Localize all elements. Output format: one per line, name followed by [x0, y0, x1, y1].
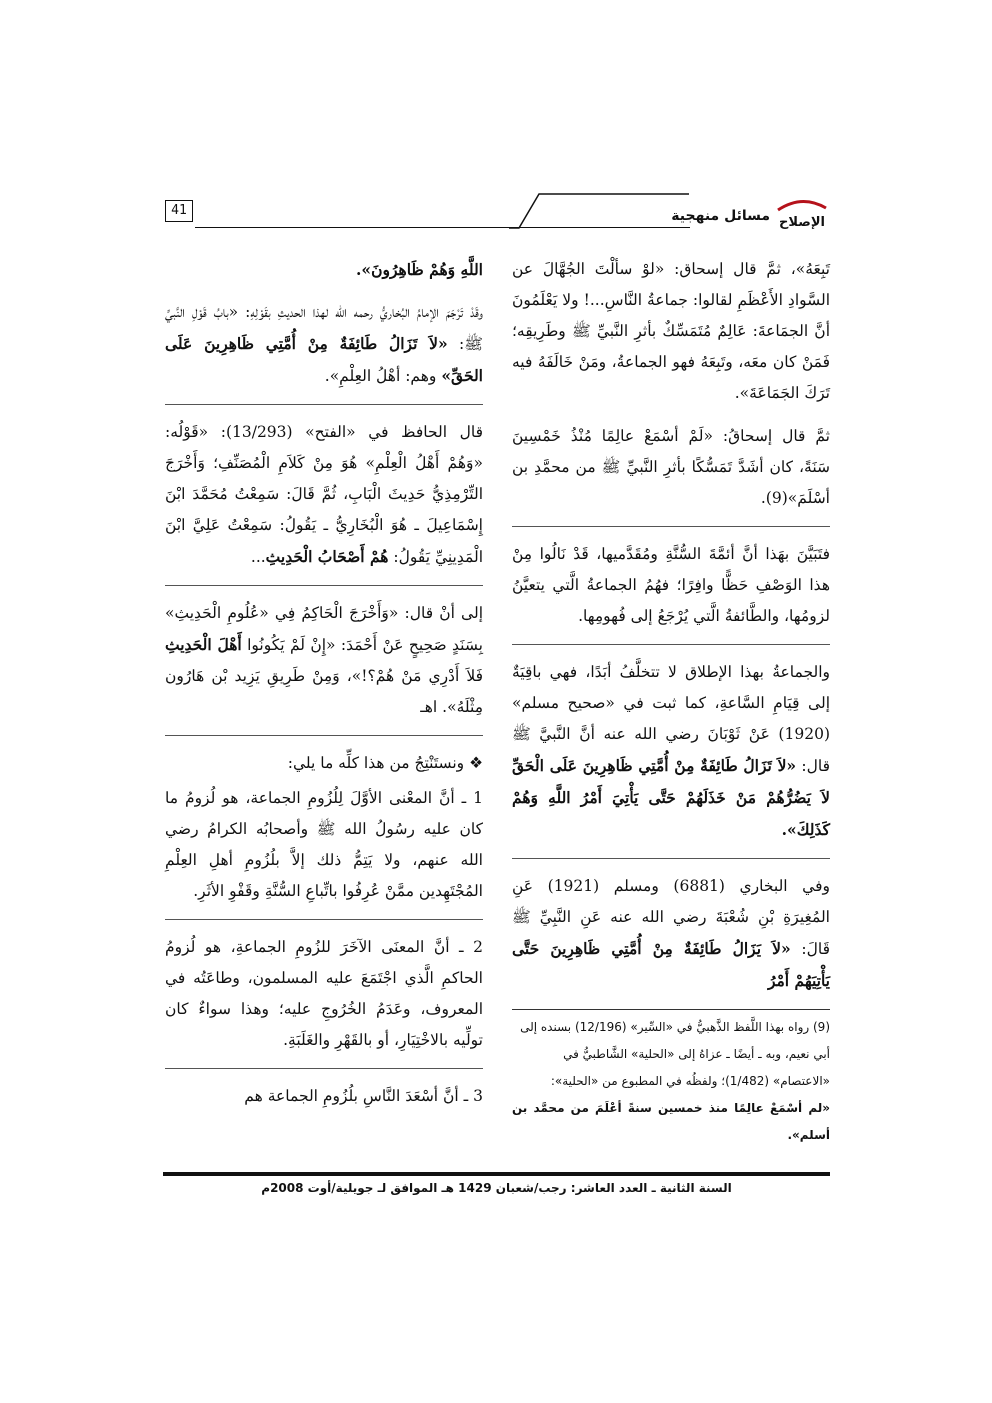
divider [512, 858, 830, 859]
paragraph [512, 657, 830, 846]
divider [165, 735, 483, 736]
divider [512, 644, 830, 645]
paragraph: ❖ ونستَنْتِجُ من هذا كلِّه ما يلي: [287, 754, 483, 772]
paragraph [165, 417, 483, 573]
hadith-text: «لاَ يَزَالُ طَائِفَةٌ مِنْ أُمَّتِي ظَاهِرِينَ حَتَّى يَأْتِيَهُمْ أَمْرُ [512, 939, 830, 990]
list-item: 2 ـ أنَّ المعنَى الآخَرَ للزُومِ الجماعةِ، هو لُزومُ الحاكمِ الَّذي اجْتَمَعَ عليه المسلمون، وطاعَتُه في المعروف، وعَدَمُ الخُرُوجِ عليه؛ وهذا سواءٌ كان تولِّيه بالاخْتِيَارِ، أو بالقَهْرِ والغَلَبَةِ. [165, 938, 483, 1049]
hadith-text: «لاَ تَزَالُ طَائِفَةٌ مِنْ أُمَّتِي ظَاهِرِينَ عَلَى الْحَقِّ لاَ يَضُرُّهُمْ مَنْ خَذَلَهُمْ حَتَّى يَأْتِيَ أَمْرُ اللَّهِ وَهُمْ كَذَلِكَ». [512, 756, 830, 839]
paragraph-text: والجماعةُ بهذا الإطلاق لا تتخلَّفُ أبَدًا، فهي باقِيَةٌ إلى قِيَامِ السَّاعةِ، كما ثبت في «صحيح مسلم» (1920) عَنْ ثَوْبَانَ رضي الله عنه أنَّ النَّبيَّ ﷺ قال: [512, 663, 830, 775]
magazine-logo [774, 196, 830, 230]
divider [165, 1068, 483, 1069]
paragraph-text: وفي البخاري (6881) ومسلم (1921) عَنِ المُغِيرَةِ بْنِ شُعْبَةَ رضي الله عنه عَنِ النَّبِيِّ ﷺ قَالَ: [512, 877, 830, 958]
paragraph: تَبِعَهُ»، ثمَّ قال إسحاق: «لوْ سألْتَ الجُهَّالَ عن السَّوادِ الأَعْظَمِ لقالوا: جماعةُ النَّاسِ...! ولا يَعْلَمُونَ أنَّ الجمَاعةَ: عَالِمٌ مُتَمَسِّكٌ بأثرِ النَّبيِّ ﷺ وطَرِيقِه؛ فَمَنْ كان معَه، وتَبِعَهُ فهو الجماعةُ، ومَنْ خَالَفَهُ فيه تَرَكَ الجَمَاعَةَ». [512, 260, 830, 402]
bold-text: هُمْ أَصْحَابُ الْحَدِيثِ [265, 547, 389, 566]
footnote-line: «الاعتصام» (1/482)؛ ولفظُه في المطبوع من «الحلية»: [550, 1074, 830, 1088]
divider [165, 919, 483, 920]
divider [165, 585, 483, 586]
paragraph: فتَبَيَّنَ بهَذا أنَّ أئمَّةَ السُّنَّةِ ومُقَدَّميها، قَدْ نَالُوا مِنْ هذا الوَصْفِ حَظًّا وافِرًا؛ فهُمُ الجماعةُ الَّتي يتعيَّنُ لزومُها، والطَّائفةُ الَّتي يُرْجَعُ إلى فُهومِها. [512, 545, 830, 625]
bold-text: أَهْلَ الْحَدِيثِ [165, 635, 242, 654]
paragraph-text: فَلاَ أَدْرِي مَنْ هُمْ؟!»، وَمِنْ طَرِيقِ يَزِيد بْن هَارُون مِثْلَهُ». اهـ [165, 667, 483, 716]
list-item: 3 ـ أنَّ أسْعَدَ النَّاسِ بلُزُومِ الجماعة هم [244, 1087, 483, 1105]
svg-text:الإصلاح: الإصلاح [779, 215, 825, 230]
footnote-line: (9) رواه بهذا اللَّفظ الذَّهبيُّ في «السِّير» (12/196) بسنده إلى [520, 1020, 830, 1034]
left-column [165, 254, 483, 1124]
page-number: 41 [165, 200, 193, 222]
paragraph-text: قال الحافظ في «الفتح» (13/293): «قَوْلُه: «وَهُمْ أَهْلُ الْعِلْمِ» هُوَ مِنْ كَلاَمِ الْمُصَنِّفِ؛ وَأَخْرَجَ التِّرْمِذِيُّ حَدِيثَ الْبَابِ، ثُمَّ قَالَ: سَمِعْتُ مُحَمَّدَ ابْنَ إِسْمَاعِيلَ ـ هُوَ الْبُخَارِيُّ ـ يَقُولُ: سَمِعْتُ عَلِيَّ ابْنَ الْمَدِينِيِّ يَقُولُ: [165, 423, 483, 566]
hadith-text: اللَّهِ وَهُمْ ظَاهِرُونَ». [356, 260, 483, 279]
header-rule [195, 227, 690, 228]
paragraph-text: ... [250, 548, 266, 566]
paragraph-text: وهم: أهْلُ العِلْمِ». [324, 367, 437, 385]
footer-text: السنة الثانية ـ العدد العاشر: رجب/شعبان 1429 هـ الموافق لـ جويلية/أوت 2008م [261, 1181, 732, 1195]
paragraph [165, 297, 483, 392]
hadith-text: «لاَ تَزَالُ طَائِفَةٌ مِنْ أُمَّتِي ظَاهِرِينَ عَلَى الحَقِّ» [165, 334, 483, 385]
paragraph: ثمَّ قال إسحاقُ: «لَمْ أسْمَعْ عالِمًا مُنْذُ خَمْسِينَ سَنَةً، كان أشَدَّ تَمَسُّكًا بأثرِ النَّبيِّ ﷺ من محمَّدِ بن أسْلَمَ»(9). [512, 427, 830, 507]
divider [165, 404, 483, 405]
footnote-separator [512, 1009, 830, 1010]
list-item: 1 ـ أنَّ المعْنى الأوَّلَ لِلُزُومِ الجماعة، هو لُزومُ ما كان عليه رسُولُ الله ﷺ وأصحابُه الكرامُ رضي الله عنهم، ولا يَتِمُّ ذلك إلاَّ بلُزُومِ أهلِ العِلْمِ المُجْتَهِدين ممَّنْ عُرِفُوا باتِّباعِ السُّنَّةِ وقَفْوِ الأثَرِ. [165, 789, 483, 900]
footer-rule [163, 1172, 830, 1176]
footnote-line: أبي نعيم، وبه ـ أيضًا ـ عزاهُ إلى «الحلية» الشَّاطبيُّ في [563, 1047, 830, 1061]
section-title: مسائل منهجية [671, 208, 770, 224]
paragraph-text: إلى أنْ قال: «وَأَخْرَجَ الْحَاكِمُ فِي «عُلُومِ الْحَدِيثِ» بِسَنَدٍ صَحِيحٍ عَنْ أَحْمَدَ: «إِنْ لَمْ يَكُونُوا [165, 604, 483, 654]
paragraph [512, 871, 830, 997]
right-column [512, 254, 830, 1149]
page-header [165, 192, 830, 238]
paragraph [165, 598, 483, 723]
paragraph-text: وقَدْ تَرْجَمَ الإمامُ البُخاريُّ رحمه الله لهذا الحديثِ بقَوْلِهِ: «بابُ قَوْلِ النَّبيِّ ﷺ: [165, 303, 483, 353]
divider [512, 526, 830, 527]
footnote-line: «لم أسْمَعْ عالِمًا منذ خمسين سنةً أعْلَمَ من محمَّد بن أسلم». [512, 1101, 830, 1142]
